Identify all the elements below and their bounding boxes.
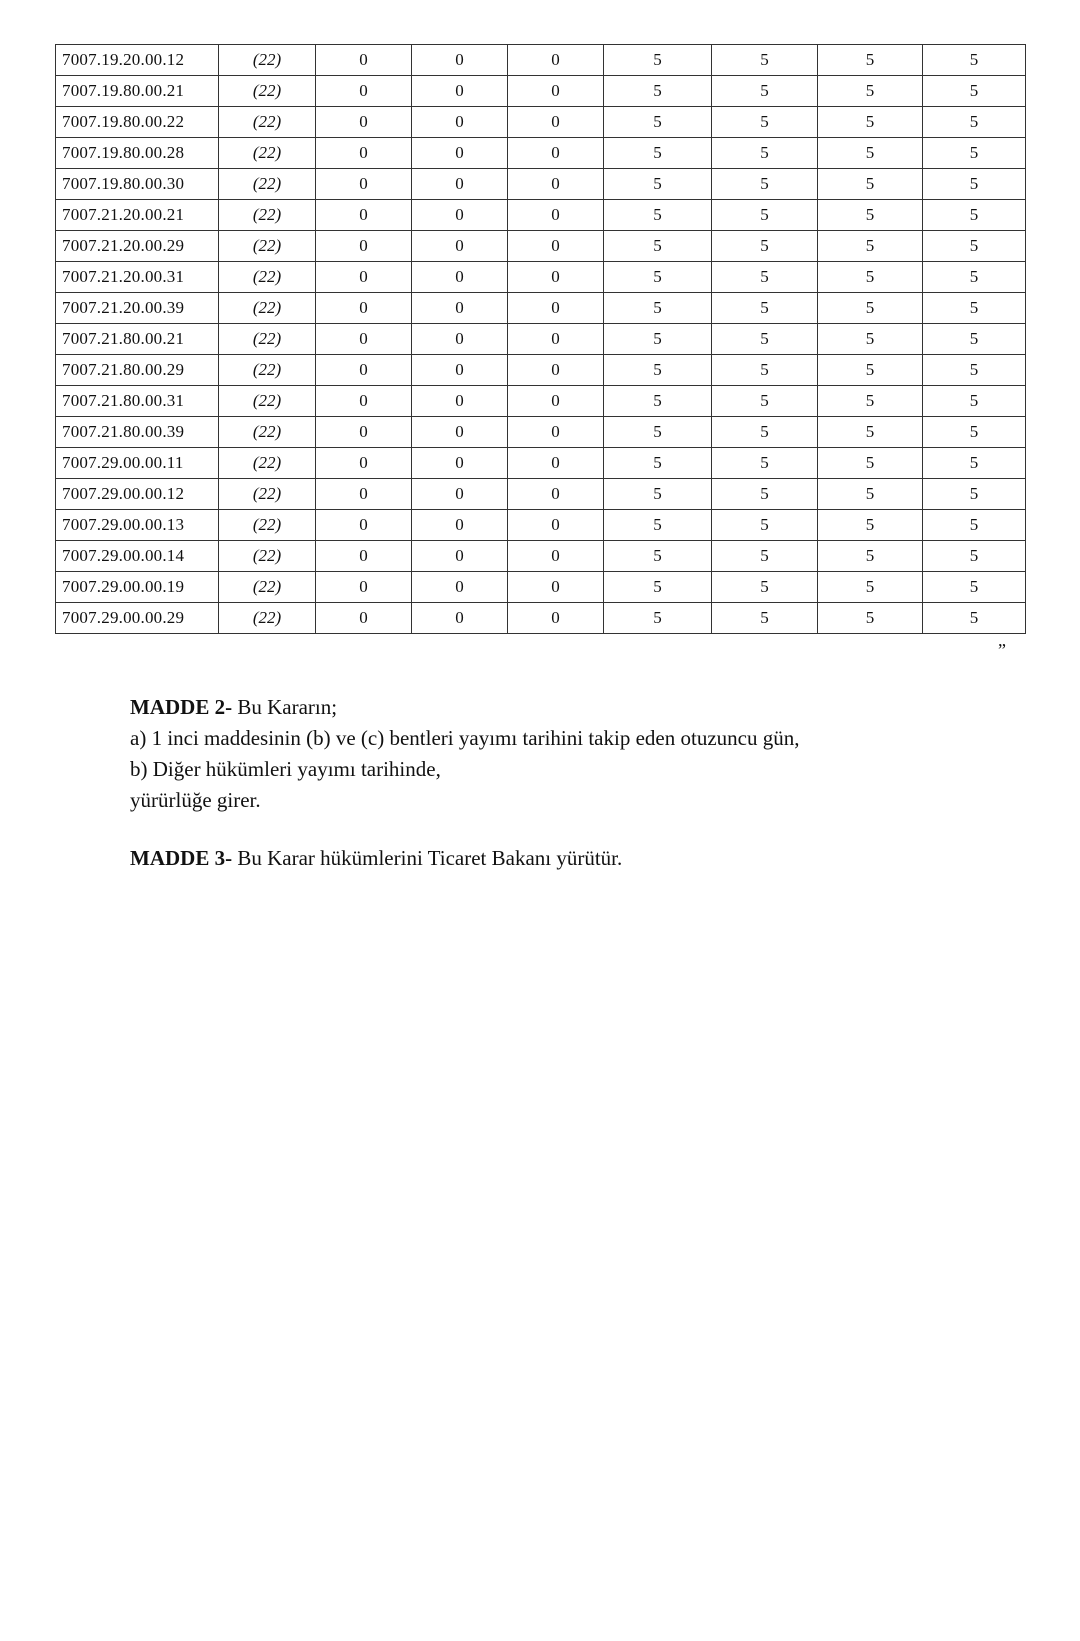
rate-cell: 5 [923, 603, 1026, 634]
rate-cell: 0 [508, 355, 604, 386]
article-3-heading: MADDE 3- [130, 846, 233, 870]
tariff-table [55, 44, 1026, 634]
tariff-code-cell: 7007.29.00.00.11 [56, 448, 219, 479]
rate-cell: 0 [412, 510, 508, 541]
table-row [56, 355, 1026, 386]
rate-cell: 5 [923, 76, 1026, 107]
rate-cell: 5 [712, 355, 818, 386]
rate-cell: 5 [604, 324, 712, 355]
article-2-title [130, 692, 799, 723]
rate-cell: 5 [712, 572, 818, 603]
note-cell: (22) [219, 262, 316, 293]
rate-cell: 0 [508, 479, 604, 510]
rate-cell: 5 [712, 200, 818, 231]
rate-cell: 5 [923, 417, 1026, 448]
rate-cell: 5 [712, 541, 818, 572]
rate-cell: 5 [818, 231, 923, 262]
tariff-code-cell: 7007.29.00.00.13 [56, 510, 219, 541]
rate-cell: 0 [412, 448, 508, 479]
rate-cell: 5 [712, 603, 818, 634]
rate-cell: 5 [604, 231, 712, 262]
rate-cell: 5 [818, 293, 923, 324]
rate-cell: 0 [316, 169, 412, 200]
rate-cell: 5 [818, 169, 923, 200]
rate-cell: 0 [508, 448, 604, 479]
rate-cell: 5 [604, 107, 712, 138]
rate-cell: 5 [712, 510, 818, 541]
rate-cell: 5 [712, 324, 818, 355]
note-cell: (22) [219, 510, 316, 541]
rate-cell: 5 [818, 262, 923, 293]
rate-cell: 5 [604, 386, 712, 417]
rate-cell: 0 [508, 386, 604, 417]
article-2-intro: Bu Kararın; [232, 695, 338, 719]
note-cell: (22) [219, 200, 316, 231]
rate-cell: 5 [712, 262, 818, 293]
rate-cell: 5 [923, 386, 1026, 417]
rate-cell: 0 [316, 200, 412, 231]
rate-cell: 0 [316, 45, 412, 76]
article-2 [130, 692, 799, 816]
rate-cell: 0 [316, 107, 412, 138]
rate-cell: 0 [412, 200, 508, 231]
tariff-code-cell: 7007.19.20.00.12 [56, 45, 219, 76]
table-row [56, 541, 1026, 572]
note-cell: (22) [219, 355, 316, 386]
rate-cell: 0 [412, 169, 508, 200]
rate-cell: 0 [508, 510, 604, 541]
rate-cell: 0 [508, 572, 604, 603]
rate-cell: 5 [923, 355, 1026, 386]
note-cell: (22) [219, 231, 316, 262]
rate-cell: 5 [712, 107, 818, 138]
rate-cell: 5 [923, 572, 1026, 603]
tariff-code-cell: 7007.29.00.00.14 [56, 541, 219, 572]
note-cell: (22) [219, 76, 316, 107]
rate-cell: 5 [604, 448, 712, 479]
rate-cell: 0 [412, 541, 508, 572]
rate-cell: 5 [818, 200, 923, 231]
rate-cell: 0 [316, 603, 412, 634]
rate-cell: 5 [818, 572, 923, 603]
rate-cell: 5 [923, 138, 1026, 169]
tariff-code-cell: 7007.21.80.00.31 [56, 386, 219, 417]
rate-cell: 0 [508, 107, 604, 138]
tariff-code-cell: 7007.29.00.00.19 [56, 572, 219, 603]
rate-cell: 0 [412, 293, 508, 324]
table-row [56, 603, 1026, 634]
rate-cell: 5 [818, 107, 923, 138]
table-row [56, 262, 1026, 293]
rate-cell: 5 [604, 200, 712, 231]
table-row [56, 386, 1026, 417]
rate-cell: 0 [316, 138, 412, 169]
rate-cell: 0 [316, 324, 412, 355]
table-row [56, 448, 1026, 479]
rate-cell: 5 [818, 603, 923, 634]
rate-cell: 5 [604, 572, 712, 603]
rate-cell: 0 [508, 200, 604, 231]
rate-cell: 5 [712, 417, 818, 448]
rate-cell: 0 [316, 262, 412, 293]
article-2-heading: MADDE 2- [130, 695, 233, 719]
rate-cell: 5 [604, 355, 712, 386]
rate-cell: 0 [508, 262, 604, 293]
rate-cell: 5 [818, 355, 923, 386]
rate-cell: 5 [712, 448, 818, 479]
rate-cell: 0 [412, 231, 508, 262]
rate-cell: 0 [316, 355, 412, 386]
rate-cell: 5 [923, 107, 1026, 138]
rate-cell: 0 [508, 541, 604, 572]
rate-cell: 5 [604, 479, 712, 510]
note-cell: (22) [219, 107, 316, 138]
article-2-line-a: a) 1 inci maddesinin (b) ve (c) bentleri yayımı tarihini takip eden otuzuncu gün, [130, 726, 800, 750]
tariff-code-cell: 7007.21.20.00.29 [56, 231, 219, 262]
note-cell: (22) [219, 448, 316, 479]
rate-cell: 5 [712, 293, 818, 324]
rate-cell: 0 [508, 138, 604, 169]
rate-cell: 5 [818, 386, 923, 417]
tariff-code-cell: 7007.19.80.00.28 [56, 138, 219, 169]
rate-cell: 5 [604, 293, 712, 324]
rate-cell: 0 [508, 169, 604, 200]
article-3 [130, 843, 622, 874]
tariff-code-cell: 7007.19.80.00.21 [56, 76, 219, 107]
rate-cell: 0 [412, 386, 508, 417]
rate-cell: 5 [923, 293, 1026, 324]
rate-cell: 0 [508, 324, 604, 355]
table-row [56, 169, 1026, 200]
rate-cell: 5 [604, 603, 712, 634]
rate-cell: 5 [604, 138, 712, 169]
rate-cell: 5 [818, 541, 923, 572]
rate-cell: 0 [412, 45, 508, 76]
tariff-code-cell: 7007.19.80.00.30 [56, 169, 219, 200]
rate-cell: 5 [818, 510, 923, 541]
rate-cell: 5 [818, 324, 923, 355]
note-cell: (22) [219, 572, 316, 603]
table-row [56, 510, 1026, 541]
tariff-code-cell: 7007.21.80.00.39 [56, 417, 219, 448]
note-cell: (22) [219, 386, 316, 417]
table-row [56, 479, 1026, 510]
table-row [56, 417, 1026, 448]
rate-cell: 5 [712, 479, 818, 510]
table-row [56, 76, 1026, 107]
rate-cell: 5 [604, 417, 712, 448]
closing-quote: ” [998, 640, 1006, 660]
rate-cell: 0 [316, 386, 412, 417]
tariff-code-cell: 7007.21.20.00.31 [56, 262, 219, 293]
rate-cell: 5 [923, 324, 1026, 355]
rate-cell: 5 [923, 45, 1026, 76]
rate-cell: 0 [412, 107, 508, 138]
rate-cell: 5 [923, 262, 1026, 293]
rate-cell: 5 [712, 76, 818, 107]
table-row [56, 200, 1026, 231]
rate-cell: 0 [412, 138, 508, 169]
rate-cell: 5 [604, 541, 712, 572]
rate-cell: 0 [316, 231, 412, 262]
rate-cell: 0 [508, 76, 604, 107]
rate-cell: 5 [712, 138, 818, 169]
rate-cell: 5 [818, 76, 923, 107]
table-row [56, 293, 1026, 324]
rate-cell: 5 [818, 479, 923, 510]
rate-cell: 0 [316, 541, 412, 572]
rate-cell: 0 [412, 603, 508, 634]
table-row [56, 231, 1026, 262]
rate-cell: 0 [412, 572, 508, 603]
rate-cell: 5 [923, 448, 1026, 479]
rate-cell: 5 [712, 169, 818, 200]
article-3-text: Bu Karar hükümlerini Ticaret Bakanı yürütür. [232, 846, 623, 870]
rate-cell: 0 [412, 417, 508, 448]
tariff-table-body [56, 45, 1026, 634]
article-2-line-b: b) Diğer hükümleri yayımı tarihinde, [130, 757, 441, 781]
table-row [56, 324, 1026, 355]
table-row [56, 138, 1026, 169]
rate-cell: 0 [316, 479, 412, 510]
rate-cell: 5 [818, 417, 923, 448]
note-cell: (22) [219, 603, 316, 634]
rate-cell: 0 [412, 262, 508, 293]
rate-cell: 0 [508, 603, 604, 634]
rate-cell: 5 [712, 45, 818, 76]
tariff-code-cell: 7007.29.00.00.29 [56, 603, 219, 634]
rate-cell: 0 [316, 76, 412, 107]
rate-cell: 0 [412, 355, 508, 386]
rate-cell: 0 [508, 417, 604, 448]
rate-cell: 0 [508, 293, 604, 324]
rate-cell: 0 [316, 417, 412, 448]
table-row [56, 572, 1026, 603]
tariff-code-cell: 7007.21.20.00.39 [56, 293, 219, 324]
rate-cell: 0 [316, 510, 412, 541]
rate-cell: 5 [923, 169, 1026, 200]
tariff-code-cell: 7007.19.80.00.22 [56, 107, 219, 138]
note-cell: (22) [219, 45, 316, 76]
tariff-code-cell: 7007.21.20.00.21 [56, 200, 219, 231]
note-cell: (22) [219, 324, 316, 355]
table-row [56, 45, 1026, 76]
rate-cell: 5 [604, 510, 712, 541]
rate-cell: 5 [923, 541, 1026, 572]
rate-cell: 0 [508, 45, 604, 76]
rate-cell: 0 [412, 479, 508, 510]
rate-cell: 5 [712, 386, 818, 417]
rate-cell: 5 [818, 448, 923, 479]
rate-cell: 0 [508, 231, 604, 262]
rate-cell: 0 [412, 76, 508, 107]
rate-cell: 5 [818, 138, 923, 169]
tariff-code-cell: 7007.21.80.00.21 [56, 324, 219, 355]
rate-cell: 5 [604, 169, 712, 200]
tariff-code-cell: 7007.29.00.00.12 [56, 479, 219, 510]
rate-cell: 0 [316, 448, 412, 479]
article-2-line-closing: yürürlüğe girer. [130, 788, 261, 812]
rate-cell: 0 [412, 324, 508, 355]
note-cell: (22) [219, 138, 316, 169]
rate-cell: 5 [923, 200, 1026, 231]
rate-cell: 5 [604, 76, 712, 107]
note-cell: (22) [219, 479, 316, 510]
rate-cell: 0 [316, 572, 412, 603]
note-cell: (22) [219, 169, 316, 200]
rate-cell: 5 [818, 45, 923, 76]
rate-cell: 5 [923, 510, 1026, 541]
rate-cell: 5 [712, 231, 818, 262]
note-cell: (22) [219, 293, 316, 324]
tariff-code-cell: 7007.21.80.00.29 [56, 355, 219, 386]
rate-cell: 5 [604, 45, 712, 76]
rate-cell: 5 [604, 262, 712, 293]
note-cell: (22) [219, 417, 316, 448]
rate-cell: 5 [923, 479, 1026, 510]
rate-cell: 5 [923, 231, 1026, 262]
rate-cell: 0 [316, 293, 412, 324]
note-cell: (22) [219, 541, 316, 572]
table-row [56, 107, 1026, 138]
